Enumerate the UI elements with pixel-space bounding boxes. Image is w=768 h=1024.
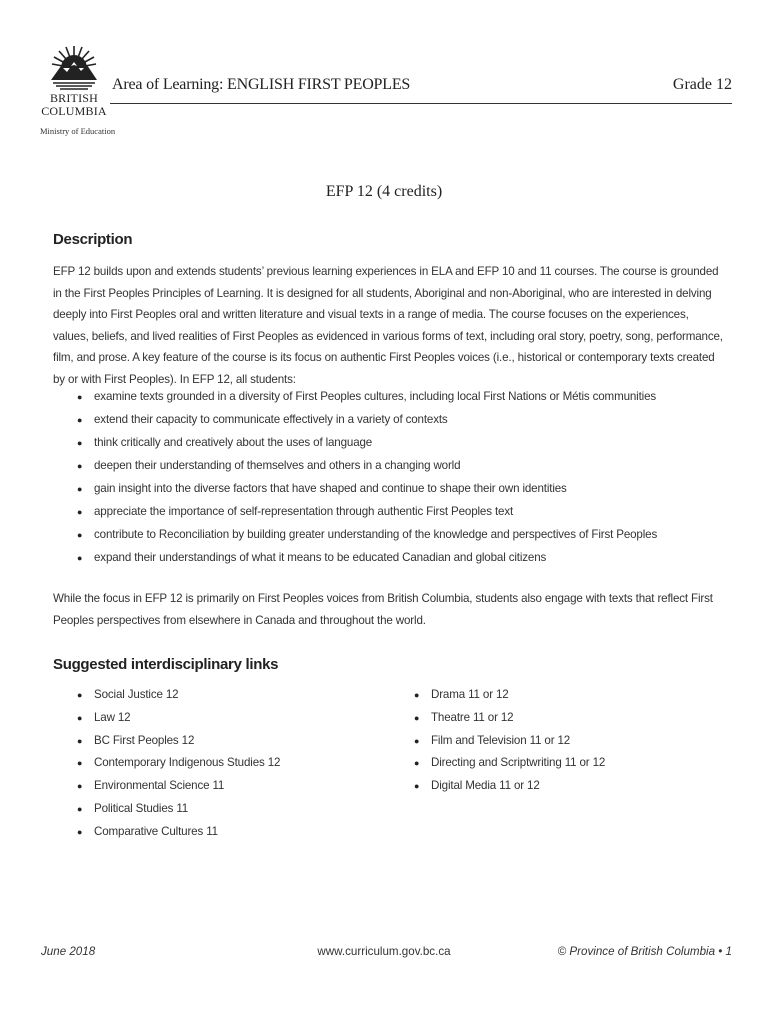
footer-copyright: © Province of British Columbia • 1	[557, 945, 732, 958]
header-divider	[110, 103, 732, 104]
description-intro: EFP 12 builds upon and extends students’ previous learning experiences in ELA and EFP 10 and 11 courses. The course is grounded in the First Peoples Principles of Learning. It is designed for all students, Aboriginal and non-Aboriginal, who are interested in delving deeply into First Peoples oral and written literature and visual texts in a range of media. The course focuses on the experiences, values, beliefs, and lived realities of First Peoples as evidenced in various forms of text, including oral story, poetry, song, performance, film, and prose. A key feature of the course is its focus on authentic First Peoples voices (i.e., historical or contemporary texts created by or with First Peoples). In EFP 12, all students:	[53, 265, 723, 386]
list-item-text: Comparative Cultures 11	[94, 824, 218, 838]
bullet-dot-icon: ●	[77, 415, 83, 425]
list-item-text: Digital Media 11 or 12	[431, 779, 540, 793]
list-item-text: contribute to Reconciliation by building greater understanding of the knowledge and perspectives of First Peoples	[94, 528, 658, 541]
list-item-text: examine texts grounded in a diversity of First Peoples cultures, including local First Nations or Métis communities	[94, 390, 657, 403]
logo-text-columbia: COLUMBIA	[41, 104, 107, 118]
bullet-dot-icon: ●	[77, 484, 83, 494]
list-item-text: Law 12	[94, 710, 131, 724]
bullet-dot-icon: ●	[77, 712, 83, 723]
bullet-dot-icon: ●	[77, 781, 83, 792]
list-item	[77, 801, 280, 824]
list-item	[414, 778, 605, 801]
ministry-label: Ministry of Education	[40, 126, 116, 136]
list-item	[77, 481, 657, 504]
list-item-text: Social Justice 12	[94, 688, 179, 701]
list-item	[414, 710, 605, 733]
footer-date: June 2018	[41, 945, 96, 958]
course-title: EFP 12 (4 credits)	[325, 183, 443, 200]
bullet-dot-icon: ●	[77, 758, 83, 769]
list-item	[414, 755, 606, 778]
list-item-text: Environmental Science 11	[94, 779, 225, 793]
bullet-dot-icon: ●	[77, 392, 83, 402]
list-item	[77, 412, 657, 435]
list-item	[77, 527, 658, 550]
logo-text-british: BRITISH	[49, 91, 99, 105]
description-bullet-list	[77, 389, 658, 573]
links-list-right	[414, 687, 606, 801]
list-item	[77, 550, 657, 573]
bullet-dot-icon: ●	[77, 553, 83, 563]
bullet-dot-icon: ●	[414, 712, 420, 723]
list-item	[77, 733, 280, 756]
list-item-text: Drama 11 or 12	[431, 688, 509, 701]
list-item	[77, 458, 657, 481]
interdisciplinary-links-heading: Suggested interdisciplinary links	[53, 656, 279, 673]
list-item	[77, 710, 280, 733]
list-item-text: deepen their understanding of themselves and others in a changing world	[94, 459, 461, 472]
list-item-text: appreciate the importance of self-representation through authentic First Peoples text	[94, 505, 514, 518]
list-item	[414, 687, 605, 710]
list-item	[77, 824, 280, 847]
bullet-dot-icon: ●	[77, 461, 83, 471]
list-item	[77, 504, 657, 527]
list-item-text: Political Studies 11	[94, 801, 189, 815]
links-list-left	[77, 687, 281, 847]
list-item	[77, 755, 281, 778]
list-item	[414, 733, 605, 756]
list-item-text: extend their capacity to communicate effectively in a variety of contexts	[94, 413, 448, 426]
description-closing: While the focus in EFP 12 is primarily on First Peoples voices from British Columbia, students also engage with texts that reflect First Peoples perspectives from elsewhere in Canada and throughout the world.	[53, 592, 713, 627]
list-item-text: Directing and Scriptwriting 11 or 12	[431, 756, 606, 770]
bullet-dot-icon: ●	[414, 690, 420, 700]
bullet-dot-icon: ●	[77, 735, 83, 746]
list-item-text: think critically and creatively about the uses of language	[94, 436, 373, 449]
bullet-dot-icon: ●	[414, 758, 420, 769]
bullet-dot-icon: ●	[77, 438, 83, 448]
area-of-learning-title: Area of Learning: ENGLISH FIRST PEOPLES	[112, 76, 411, 93]
list-item-text: Theatre 11 or 12	[431, 710, 514, 724]
bullet-dot-icon: ●	[414, 781, 420, 792]
grade-label: Grade 12	[672, 76, 732, 93]
footer-url-link[interactable]: www.curriculum.gov.bc.ca	[317, 945, 451, 958]
bullet-dot-icon: ●	[77, 530, 83, 540]
list-item	[77, 435, 657, 458]
list-item-text: BC First Peoples 12	[94, 733, 195, 747]
bullet-dot-icon: ●	[414, 735, 420, 746]
list-item-text: Film and Television 11 or 12	[431, 733, 571, 747]
list-item	[77, 778, 280, 801]
bullet-dot-icon: ●	[77, 826, 83, 837]
bullet-dot-icon: ●	[77, 507, 83, 517]
list-item	[77, 687, 280, 710]
list-item-text: Contemporary Indigenous Studies 12	[94, 756, 281, 770]
list-item	[77, 389, 657, 412]
list-item-text: expand their understandings of what it means to be educated Canadian and global citizens	[94, 551, 547, 564]
bullet-dot-icon: ●	[77, 803, 83, 814]
bc-sun-mountain-logo-icon	[51, 44, 97, 90]
bullet-dot-icon: ●	[77, 690, 83, 700]
description-heading: Description	[53, 231, 133, 248]
bc-logo	[36, 44, 116, 136]
list-item-text: gain insight into the diverse factors that have shaped and continue to shape their own identities	[94, 482, 567, 495]
